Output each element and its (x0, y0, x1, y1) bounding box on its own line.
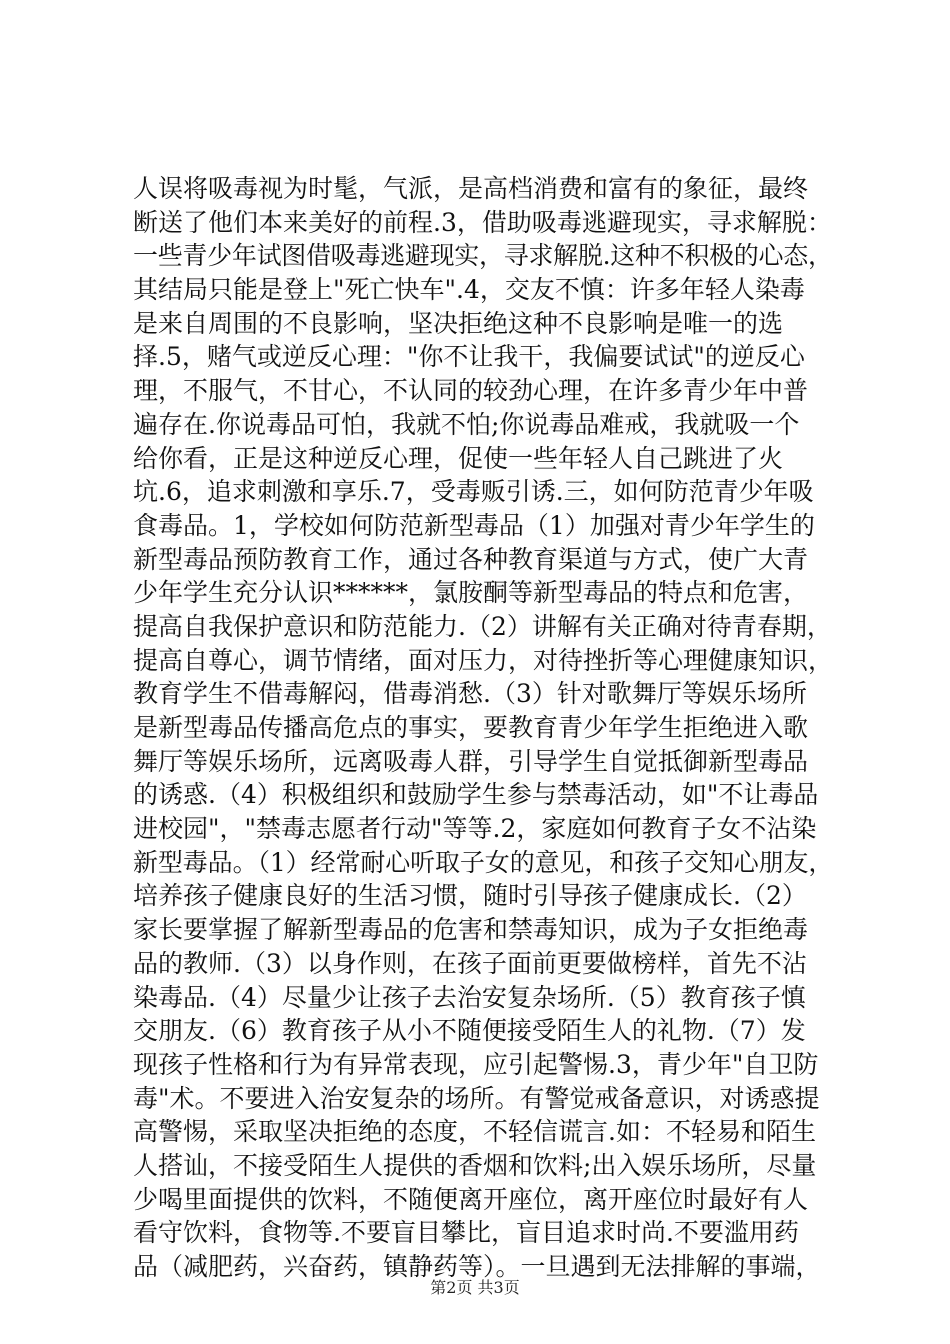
text-line: 是新型毒品传播高危点的事实，要教育青少年学生拒绝进入歌 (133, 713, 809, 742)
text-line: 一些青少年试图借吸毒逃避现实，寻求解脱.这种不积极的心态， (133, 241, 833, 271)
text-line: 品的教师.（3）以身作则，在孩子面前更要做榜样，首先不沾 (133, 948, 807, 978)
page-footer: 第2页 共3页 (430, 1278, 520, 1297)
text-line: 教育学生不借毒解闷，借毒消愁.（3）针对歌舞厅等娱乐场所 (133, 679, 807, 709)
text-line: 人搭讪，不接受陌生人提供的香烟和饮料;出入娱乐场所，尽量 (133, 1150, 817, 1180)
text-line: 染毒品.（4）尽量少让孩子去治安复杂场所.（5）教育孩子慎 (133, 982, 806, 1012)
text-line: 提高自我保护意识和防范能力.（2）讲解有关正确对待青春期， (133, 611, 832, 641)
text-line: 交朋友.（6）教育孩子从小不随便接受陌生人的礼物.（7）发 (133, 1016, 806, 1046)
text-line: 断送了他们本来美好的前程.3，借助吸毒逃避现实，寻求解脱： (133, 207, 832, 237)
text-line: 看守饮料，食物等.不要盲目攀比，盲目追求时尚.不要滥用药 (133, 1218, 799, 1248)
text-line: 提高自尊心，调节情绪，面对压力，对待挫折等心理健康知识， (133, 645, 834, 675)
text-line: 少年学生充分认识******，氯胺酮等新型毒品的特点和危害， (133, 578, 809, 608)
text-line: 舞厅等娱乐场所，远离吸毒人群，引导学生自觉抵御新型毒品 (133, 746, 809, 776)
text-line: 的诱惑.（4）积极组织和鼓励学生参与禁毒活动，如"不让毒品 (133, 780, 819, 810)
text-line: 理，不服气，不甘心，不认同的较劲心理，在许多青少年中普 (133, 376, 809, 406)
document-body (133, 172, 833, 1284)
text-line: 人误将吸毒视为时髦，气派，是高档消费和富有的象征，最终 (133, 174, 809, 203)
text-line: 毒"术。不要进入治安复杂的场所。有警觉戒备意识，对诱惑提 (133, 1083, 820, 1113)
text-line: 择.5，赌气或逆反心理："你不让我干，我偏要试试"的逆反心 (133, 342, 805, 372)
text-line: 培养孩子健康良好的生活习惯，随时引导孩子健康成长.（2） (133, 881, 807, 911)
text-line: 少喝里面提供的饮料，不随便离开座位，离开座位时最好有人 (133, 1184, 809, 1214)
text-line: 坑.6，追求刺激和享乐.7，受毒贩引诱.三，如何防范青少年吸 (133, 477, 814, 507)
text-line: 给你看，正是这种逆反心理，促使一些年轻人自己跳进了火 (133, 443, 784, 473)
text-line: 新型毒品预防教育工作，通过各种教育渠道与方式，使广大青 (133, 544, 809, 574)
text-line: 新型毒品。（1）经常耐心听取子女的意见，和孩子交知心朋友， (133, 847, 834, 877)
text-line: 现孩子性格和行为有异常表现，应引起警惕.3，青少年"自卫防 (133, 1049, 819, 1079)
text-line: 品（减肥药，兴奋药，镇静药等）。一旦遇到无法排解的事端， (133, 1252, 821, 1281)
text-line: 进校园"，"禁毒志愿者行动"等等.2，家庭如何教育子女不沾染 (133, 814, 817, 844)
text-line: 其结局只能是登上"死亡快车".4，交友不慎：许多年轻人染毒 (133, 275, 805, 305)
text-line: 食毒品。1，学校如何防范新型毒品（1）加强对青少年学生的 (133, 510, 815, 540)
text-line: 高警惕，采取坚决拒绝的态度，不轻信谎言.如：不轻易和陌生 (133, 1117, 816, 1147)
text-line: 遍存在.你说毒品可怕，我就不怕;你说毒品难戒，我就吸一个 (133, 409, 800, 439)
text-line: 家长要掌握了解新型毒品的危害和禁毒知识，成为子女拒绝毒 (133, 915, 809, 945)
text-line: 是来自周围的不良影响，坚决拒绝这种不良影响是唯一的选 (133, 308, 784, 338)
